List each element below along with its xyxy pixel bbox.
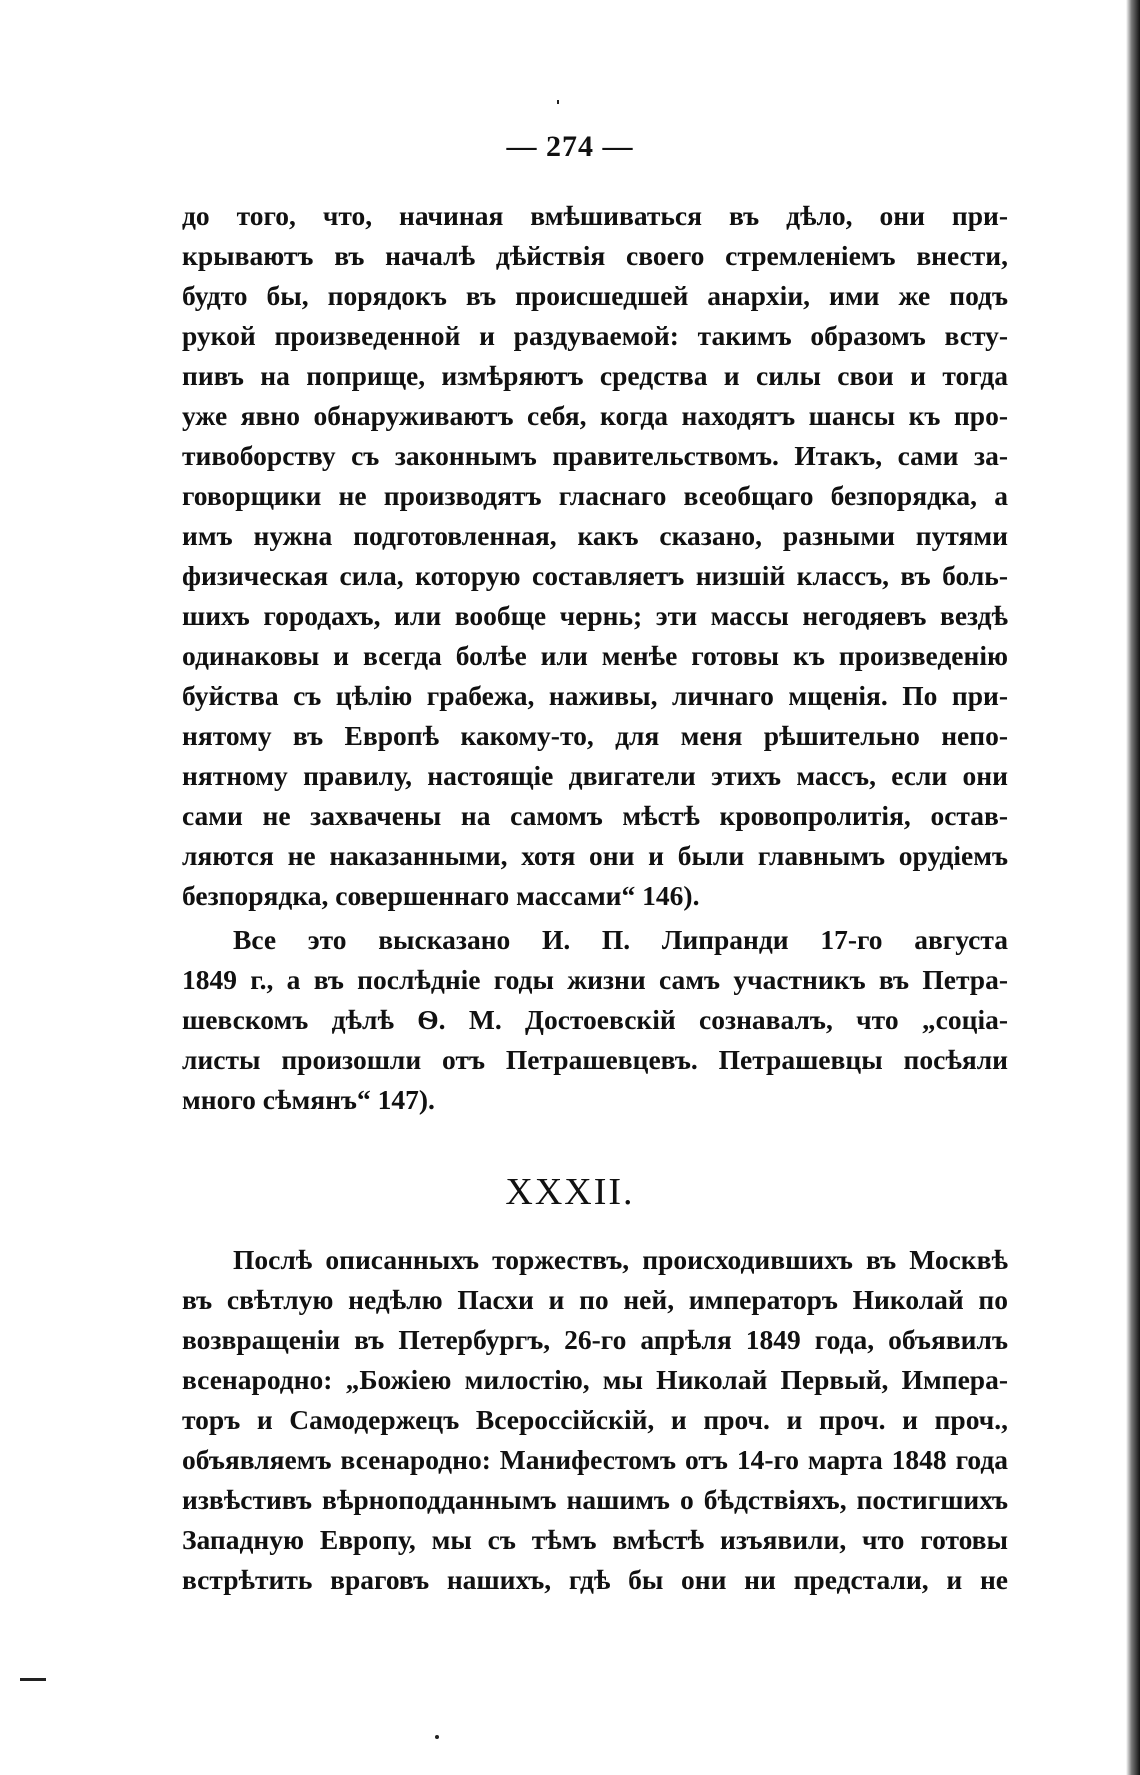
chapter-heading: XXXII. (505, 1171, 635, 1213)
text-line: уже явно обнаруживаютъ себя, когда находятъ шансы къ про- (182, 400, 1008, 431)
scan-mark (557, 100, 559, 104)
text-line: тивоборству съ законнымъ правительствомъ. Итакъ, сами за- (182, 440, 1008, 471)
text-line: крываютъ въ началѣ дѣйствія своего стремленіемъ внести, (182, 240, 1008, 271)
text-line: одинаковы и всегда болѣе или менѣе готовы къ произведенію (182, 640, 1008, 671)
text-line: извѣстивъ вѣрноподданнымъ нашимъ о бѣдствіяхъ, постигшихъ (182, 1484, 1008, 1515)
text-line: торъ и Самодержецъ Всероссійскій, и проч. и проч. и проч., (182, 1404, 1008, 1435)
text-line: Западную Европу, мы съ тѣмъ вмѣстѣ изъявили, что готовы (182, 1524, 1008, 1555)
text-line: имъ нужна подготовленная, какъ сказано, разными путями (182, 520, 1008, 551)
text-line: встрѣтить враговъ нашихъ, гдѣ бы они ни предстали, и не (182, 1564, 1008, 1595)
text-line: листы произошли отъ Петрашевцевъ. Петрашевцы посѣяли (182, 1044, 1008, 1075)
text-line: шихъ городахъ, или вообще чернь; эти массы негодяевъ вездѣ (182, 600, 1008, 631)
text-line: въ свѣтлую недѣлю Пасхи и по ней, императоръ Николай по (182, 1284, 1008, 1315)
text-line: много сѣмянъ“ 147). (182, 1084, 435, 1115)
text-line: Послѣ описанныхъ торжествъ, происходившихъ въ Москвѣ (233, 1244, 1008, 1275)
text-line: рукой произведенной и раздуваемой: такимъ образомъ всту- (182, 320, 1008, 351)
text-line: физическая сила, которую составляетъ низшій классъ, въ боль- (182, 560, 1008, 591)
text-line: возвращеніи въ Петербургъ, 26-го апрѣля 1849 года, объявилъ (182, 1324, 1008, 1355)
text-line: шевскомъ дѣлѣ Ѳ. М. Достоевскій сознавалъ, что „соціа- (182, 1004, 1008, 1035)
scan-mark (20, 1678, 46, 1681)
text-line: пивъ на поприще, измѣряютъ средства и силы свои и тогда (182, 360, 1008, 391)
scan-page-edge (1126, 0, 1140, 1775)
text-line: говорщики не производятъ гласнаго всеобщаго безпорядка, а (182, 480, 1008, 511)
text-line: буйства съ цѣлію грабежа, наживы, личнаго мщенія. По при- (182, 680, 1008, 711)
text-line: сами не захвачены на самомъ мѣстѣ кровопролитія, остав- (182, 800, 1008, 831)
text-line: Все это высказано И. П. Липранди 17-го августа (233, 924, 1008, 955)
text-line: 1849 г., а въ послѣдніе годы жизни самъ участникъ въ Петра- (182, 964, 1008, 995)
text-line: всенародно: „Божіею милостію, мы Николай Первый, Импера- (182, 1364, 1008, 1395)
text-line: нятому въ Европѣ какому-то, для меня рѣшительно непо- (182, 720, 1008, 751)
page-number: — 274 — (506, 130, 634, 163)
text-line: объявляемъ всенародно: Манифестомъ отъ 14-го марта 1848 года (182, 1444, 1008, 1475)
text-line: безпорядка, совершеннаго массами“ 146). (182, 880, 700, 911)
text-line: до того, что, начиная вмѣшиваться въ дѣло, они при- (182, 200, 1008, 231)
text-line: ляются не наказанными, хотя они и были главнымъ орудіемъ (182, 840, 1008, 871)
text-line: нятному правилу, настоящіе двигатели этихъ массъ, если они (182, 760, 1008, 791)
text-line: будто бы, порядокъ въ происшедшей анархіи, ими же подъ (182, 280, 1008, 311)
scan-mark (435, 1735, 439, 1739)
